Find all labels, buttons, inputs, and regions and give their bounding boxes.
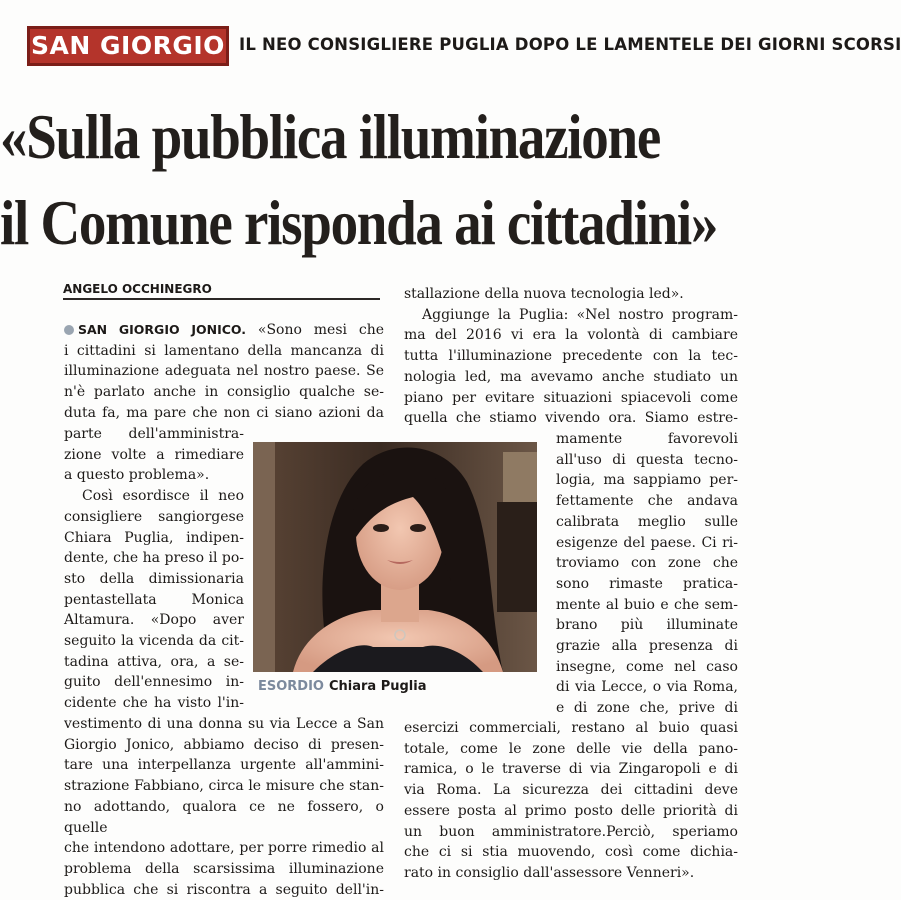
text-line: a questo problema».: [64, 467, 210, 484]
text-line: che intendono adottare, per porre rimedio al: [64, 840, 384, 857]
text-line: zione volte a rimediare: [64, 446, 244, 463]
text-line: di via Lecce, o via Roma,: [556, 679, 738, 696]
text-line: tare una interpellanza urgente all'ammini-: [64, 757, 384, 774]
text-line: esigenze del paese. Ci ri-: [556, 534, 738, 551]
text-line: esercizi commerciali, restano al buio quasi: [404, 720, 738, 736]
text-line: cidente che ha visto l'in-: [64, 695, 244, 712]
text-line: Così esordisce il neo: [82, 488, 244, 505]
text-line: nologia led, ma avevamo anche studiato un: [404, 368, 738, 385]
text-line: Chiara Puglia, indipen-: [64, 529, 244, 546]
text-line: n'è parlato anche in consiglio qualche se-: [64, 384, 384, 401]
caption-name: Chiara Puglia: [328, 679, 427, 694]
text-line: duta fa, ma pare che non ci siano azioni da: [64, 404, 384, 421]
text-line: Aggiunge la Puglia: «Nel nostro program-: [422, 306, 738, 323]
bullet-dot-icon: [64, 325, 74, 335]
text-line: un buon amministratore.Perciò, speriamo: [404, 823, 738, 840]
text-line: vestimento di una donna su via Lecce a San: [64, 716, 384, 732]
byline: ANGELO OCCHINEGRO: [63, 282, 380, 300]
text-line: troviamo con zone che: [556, 555, 738, 572]
text-line: mente al buio e che sem-: [556, 596, 738, 613]
left-column-bottom: [64, 714, 384, 900]
text-line: che ci si stia muovendo, così come dichia-: [404, 844, 738, 861]
text-line: insegne, come nel caso: [556, 658, 738, 675]
text-line: illuminazione adeguata nel nostro paese. Se: [64, 363, 384, 380]
text-line: all'uso di questa tecno-: [556, 451, 738, 468]
text-line: tutta l'illuminazione precedente con la tec-: [404, 348, 738, 365]
text-line: problema della scarsissima illuminazione: [64, 860, 384, 877]
right-column-narrow: [556, 429, 738, 719]
text-line: essere posta al primo posto delle priorità di: [404, 802, 738, 819]
text-line: e di zone che, prive di: [556, 700, 738, 717]
kicker-subtitle: IL NEO CONSIGLIERE PUGLIA DOPO LE LAMENTELE DEI GIORNI SCORSI: [239, 35, 901, 54]
text-line: calibrata meglio sulle: [556, 513, 738, 530]
photo-caption: [258, 679, 427, 694]
text-line: no adottando, qualora ce ne fossero, o quelle: [64, 798, 384, 836]
text-line: ramica, o le traverse di via Zingaropoli e di: [404, 761, 738, 778]
text-line: i cittadini si lamentano della mancanza di: [64, 342, 384, 359]
caption-kicker: ESORDIO: [258, 679, 324, 694]
text-line: totale, come le zone delle vie della pano-: [404, 740, 738, 757]
dateline-line: [64, 320, 384, 341]
text-line: grazie alla presenza di: [556, 638, 738, 655]
text-line: strazione Fabbiano, circa le misure che stan-: [64, 778, 384, 795]
text-line: brano più illuminate: [556, 617, 738, 634]
text-line: guito dell'ennesimo in-: [64, 674, 244, 691]
lead-text: «Sono mesi che: [257, 322, 384, 338]
text-line: rato in consiglio dall'assessore Venneri».: [404, 864, 695, 881]
text-line: mamente favorevoli: [556, 431, 738, 447]
headline: [0, 94, 718, 266]
headline-line-1: «Sulla pubblica illuminazione: [0, 101, 660, 172]
text-line: pubblica che si riscontra a seguito dell'in-: [64, 881, 384, 898]
left-column-top: [64, 320, 384, 424]
text-line: sono rimaste pratica-: [556, 575, 738, 592]
text-line: sto della dimissionaria: [64, 570, 244, 587]
dateline: SAN GIORGIO JONICO.: [78, 322, 247, 337]
text-line: logia, ma sappiamo per-: [556, 472, 738, 489]
text-line: pentastellata Monica: [64, 591, 244, 608]
text-line: parte dell'amministra-: [64, 426, 244, 442]
text-line: fettamente che andava: [556, 493, 738, 510]
text-line: Giorgio Jonico, abbiamo deciso di presen-: [64, 736, 384, 753]
text-line: via Roma. La sicurezza dei cittadini deve: [404, 782, 738, 799]
text-line: Altamura. «Dopo aver: [64, 612, 244, 629]
headline-line-2: il Comune risponda ai cittadini»: [0, 187, 718, 258]
text-line: ma del 2016 vi era la volontà di cambiare: [404, 327, 738, 344]
text-line: piano per evitare situazioni spiacevoli come: [404, 389, 738, 406]
section-kicker: SAN GIORGIO: [27, 26, 229, 66]
text-line: dente, che ha preso il po-: [64, 550, 245, 567]
right-column-bottom: [404, 718, 738, 884]
right-column-top: [404, 284, 738, 429]
text-line: consigliere sangiorgese: [64, 508, 244, 525]
text-line: seguito la vicenda da cit-: [64, 633, 244, 650]
portrait-photo: [253, 442, 537, 672]
left-column-narrow: [64, 424, 244, 714]
text-line: tadina attiva, ora, a se-: [64, 653, 244, 670]
text-line: stallazione della nuova tecnologia led».: [404, 286, 684, 302]
text-line: quella che stiamo vivendo ora. Siamo estre-: [404, 410, 738, 427]
